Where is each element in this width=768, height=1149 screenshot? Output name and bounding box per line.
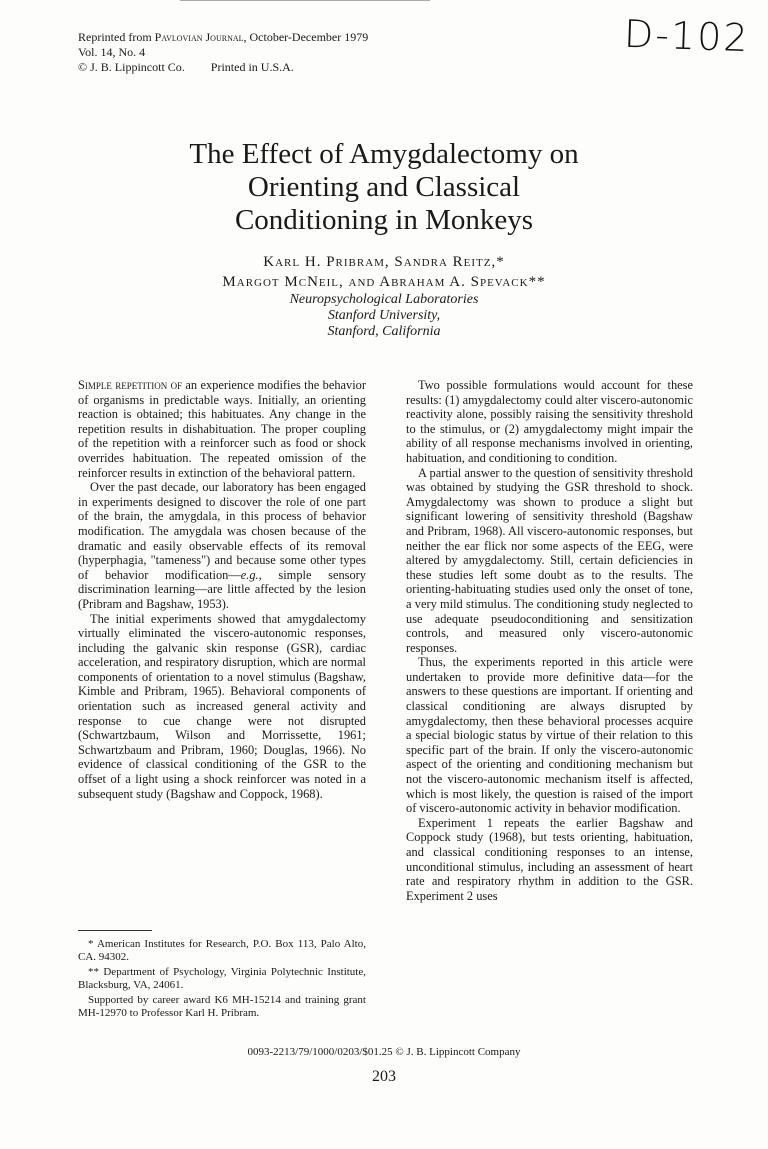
footnotes [78, 938, 366, 1022]
author-list: Karl H. Pribram, Sandra Reitz,* Margot McNeil, and Abraham A. Spevack** [222, 254, 546, 290]
paragraph: Over the past decade, our laboratory has been engaged in experiments designed to discover the role of one part of the brain, the amygdala, in this process of behavior modification. The amygdala was chosen because of the dramatic and easily observable effects of its removal (hyperphagia, "tameness") and because some other types of behavior modification—e.g., simple sensory discrimination learning—are little affected by the lesion (Pribram and Bagshaw, 1953). [78, 480, 366, 611]
copyright-header-line: © J. B. Lippincott Co. Printed in U.S.A. [78, 60, 294, 74]
paragraph: Experiment 1 repeats the earlier Bagshaw and Coppock study (1968), but tests orienting, habituation, and classical conditioning responses to an intense, unconditional stimulus, including an assessment of heart rate and respiratory rhythm in addition to the GSR. Experiment 2 uses [406, 815, 693, 903]
footnote: ** Department of Psychology, Virginia Polytechnic Institute, Blacksburg, VA, 24061. [78, 966, 366, 991]
paragraph: Two possible formulations would account for these results: (1) amygdalectomy could alter viscero-autonomic reactivity alone, possibly raising the sensitivity threshold to the stimulus, or (2) amygdalectomy might impair the ability of all response mechanisms involved in orienting, habituation, and conditioning to condition. [406, 378, 693, 465]
paragraph: Thus, the experiments reported in this article were undertaken to provide more definitive data—for the answers to these questions are important. If orienting and classical conditioning are always disrupted by amygdalectomy, then these behavioral processes acquire a special biologic status by virtue of their relation to this specific part of the brain. If only the viscero-autonomic aspect of the orienting and conditioning mechanism but not the viscero-autonomic mechanism itself is affected, which is most likely, the question is raised of the import of viscero-autonomic activity in behavior modification. [406, 655, 693, 816]
volume-line: Vol. 14, No. 4 [78, 45, 146, 59]
article-title: The Effect of Amygdalectomy on Orienting and Classical Conditioning in Monkeys [189, 138, 579, 236]
footnote: * American Institutes for Research, P.O. Box 113, Palo Alto, CA. 94302. [78, 938, 366, 963]
handwritten-document-code: D-102 [623, 11, 751, 61]
reprint-header [78, 30, 368, 75]
paragraph: A partial answer to the question of sensitivity threshold was obtained by studying the GSR threshold to shock. Amygdalectomy was shown to produce a slight but significant lowering of sensitivity threshold (Bagshaw and Pribram, 1968). All viscero-autonomic responses, but neither the ear flick nor some aspects of the EEG, were altered by amygdalectomy. Still, certain deficiencies in these studies left some doubt as to the results. The orienting-habituating studies used only the onset of tone, a very mild stimulus. The conditioning study neglected to use adequate pseudoconditioning and sensitization controls, and measured only viscero-autonomic responses. [406, 465, 693, 655]
paragraph: The initial experiments showed that amygdalectomy virtually eliminated the viscero-autonomic responses, including the galvanic skin response (GSR), cardiac acceleration, and respiratory disruption, which are normal components of orientation to a novel stimulus (Bagshaw, Kimble and Pribram, 1965). Behavioral components of orientation such as increased general activity and response to cue change were not disrupted (Schwartzbaum, Wilson and Morrissette, 1961; Schwartzbaum and Pribram, 1960; Douglas, 1966). No evidence of classical conditioning of the GSR to the offset of a light using a shock reinforcer was noted in a subsequent study (Bagshaw and Coppock, 1968). [78, 611, 366, 801]
paragraph: Simple repetition of an experience modifies the behavior of organisms in predictable ways. Initially, an orienting reaction is obtained; this habituates. Any change in the repetition results in dishabituation. The proper coupling of the repetition with a reinforcer such as food or shock overrides habituation. The repeated omission of the reinforcer results in extinction of the behavioral pattern. [78, 378, 366, 480]
top-rule [180, 0, 430, 1]
footnote-rule [78, 930, 152, 931]
left-column [78, 378, 366, 801]
journal-name: Pavlovian Journal [154, 30, 244, 44]
copyright-line: 0093-2213/79/1000/0203/$01.25 © J. B. Lippincott Company [247, 1046, 521, 1058]
affiliation: Neuropsychological Laboratories Stanford University, Stanford, California [289, 292, 479, 339]
right-column [406, 378, 693, 903]
reprint-line: Reprinted from Pavlovian Journal, October-December 1979 [78, 30, 369, 44]
footnote: Supported by career award K6 MH-15214 and training grant MH-12970 to Professor Karl H. Pribram. [78, 994, 366, 1019]
page-number: 203 [372, 1068, 396, 1085]
